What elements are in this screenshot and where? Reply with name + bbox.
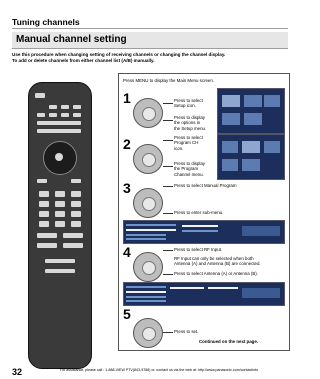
intro-line-1: Use this procedure when changing setting of receiving channels or changing the channel display. [12,52,226,57]
instruction-panel [118,73,290,351]
leader-line [163,103,173,104]
remote-number-button [55,201,65,207]
step-number: 4 [123,244,131,260]
remote-button [37,243,57,248]
leader-line [163,213,173,214]
remote-number-button [71,211,81,217]
leader-line [163,120,173,121]
leader-line [163,250,173,251]
step-number: 2 [123,136,131,152]
remote-number-button [39,221,49,227]
remote-button [49,113,57,117]
remote-button [49,105,57,109]
remote-button [63,243,83,248]
remote-control-image [28,82,92,369]
remote-number-button [55,191,65,197]
step-2-text-a: Press to select Program CH icon. [174,135,203,151]
remote-button [73,105,81,109]
menu-instruction: Press MENU to display the Main Menu screen. [123,78,215,83]
remote-button [61,105,69,109]
section-title: Tuning channels [12,17,80,27]
remote-button [37,179,47,183]
navigation-pad-icon [133,98,163,128]
remote-number-button [55,221,65,227]
leader-line [163,274,173,275]
navigation-pad-icon [133,144,163,174]
step-1-text-a: Press to select Setup icon. [174,98,203,109]
remote-number-button [39,211,49,217]
remote-button-row [45,259,75,263]
remote-button [63,233,83,238]
assistance-note: For assistance, please call : 1-888-VIEW PTV(843-9788) or, contact us via the web at: http://www.panasonic.com/contactinfo [59,368,259,372]
remote-button [71,179,81,183]
navigation-pad-icon [133,188,163,218]
leader-line [163,332,173,333]
remote-button [37,113,45,117]
remote-number-button [55,211,65,217]
step-3-text-b: Press to enter sub-menu. [174,210,224,215]
step-number: 5 [123,306,131,322]
step-2-text-b: Press to display the Program Channel menu. [174,161,205,177]
leader-line [163,140,173,141]
remote-button [61,113,69,117]
navigation-pad-icon [133,318,163,348]
manual-program-screen-image [123,282,285,306]
remote-number-button [39,191,49,197]
page-title-box [12,32,288,49]
step-1-text-b: Press to display the options in the Setup menu. [174,115,207,131]
remote-button-row [37,129,81,133]
page-number: 32 [12,367,23,377]
step-number: 1 [123,90,131,106]
step-4-note: RF Input can only be selected when both Antenna (A) and Antenna (B) are connected. [174,256,261,267]
step-3-text-a: Press to select Manual Program [174,183,237,188]
step-4-text-b: Press to select Antenna (A) or Antenna (B). [174,271,258,276]
intro-line-2: To add or delete channels from either channel list (A/B) manually. [12,58,155,63]
remote-number-button [71,201,81,207]
page-title: Manual channel setting [16,34,127,45]
leader-line [163,166,173,167]
remote-button [37,233,57,238]
remote-ok-button [55,153,63,161]
remote-button-row [45,269,75,273]
title-divider [12,28,288,29]
remote-button-row [37,121,81,125]
remote-number-button [39,201,49,207]
step-4-text-a: Press to select RF Input. [174,247,223,252]
remote-number-button [71,191,81,197]
continued-note: Continued on the next page. [199,339,259,344]
navigation-pad-icon [133,252,163,282]
remote-button [73,113,81,117]
menu-screen-image [217,88,285,134]
program-channel-screen-image [123,220,285,244]
step-number: 3 [123,180,131,196]
step-5-text: Press to set. [174,329,199,334]
remote-power-button [35,93,45,98]
remote-number-button [71,221,81,227]
leader-line [163,186,173,187]
setup-screen-image [217,134,285,180]
intro-text [12,52,288,64]
